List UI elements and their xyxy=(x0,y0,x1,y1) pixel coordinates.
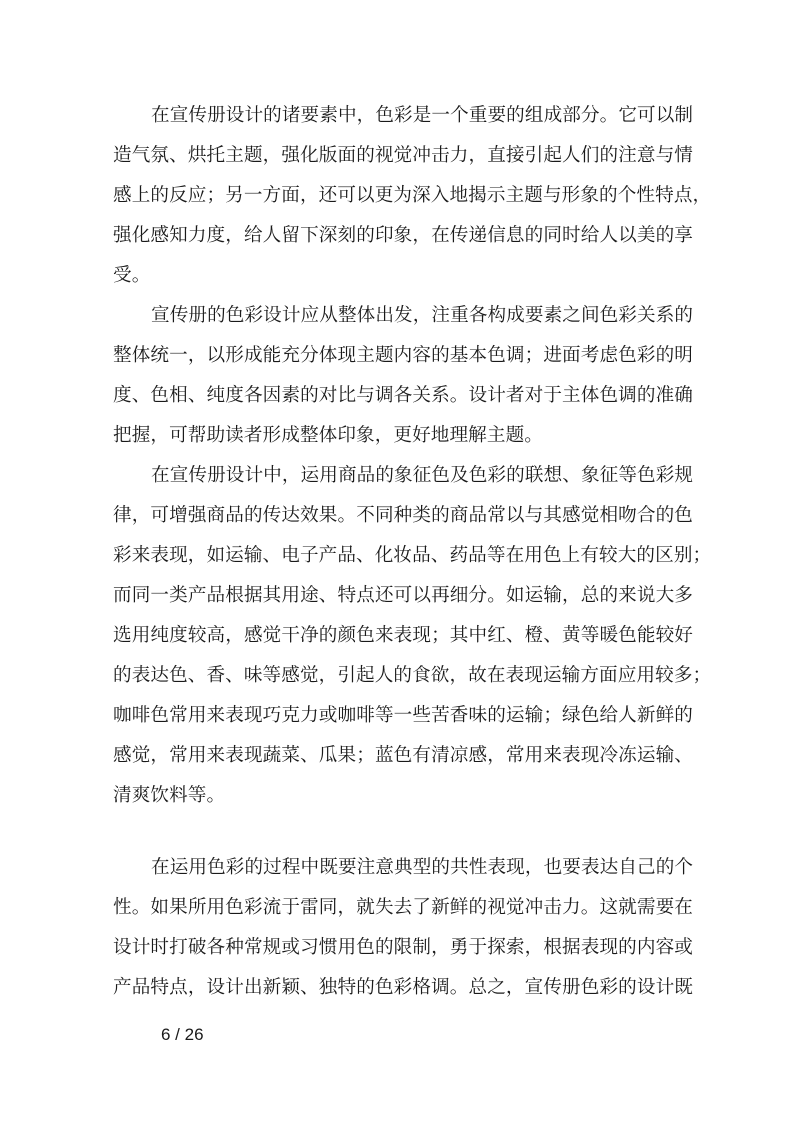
text-line: 在宣传册设计的诸要素中，色彩是一个重要的组成部分。它可以制 xyxy=(151,105,694,126)
text-line: 清爽饮料等。 xyxy=(113,785,226,806)
text-line: 性。如果所用色彩流于雷同，就失去了新鲜的视觉冲击力。这就需要在 xyxy=(113,897,693,918)
text-line: 在运用色彩的过程中既要注意典型的共性表现，也要表达自己的个 xyxy=(151,857,694,878)
text-line: 而同一类产品根据其用途、特点还可以再细分。如运输，总的来说大多 xyxy=(113,585,693,606)
text-line: 度、色相、纯度各因素的对比与调各关系。设计者对于主体色调的准确 xyxy=(113,385,693,406)
text-line: 把握，可帮助读者形成整体印象，更好地理解主题。 xyxy=(113,425,543,446)
text-line: 造气氛、烘托主题，强化版面的视觉冲击力，直接引起人们的注意与情 xyxy=(113,145,693,166)
text-line: 整体统一，以形成能充分体现主题内容的基本色调；进面考虑色彩的明 xyxy=(113,345,693,366)
text-line: 感觉，常用来表现蔬菜、瓜果；蓝色有清凉感，常用来表现冷冻运输、 xyxy=(113,745,693,766)
text-line: 设计时打破各种常规或习惯用色的限制，勇于探索，根据表现的内容或 xyxy=(113,937,693,958)
text-line: 彩来表现，如运输、电子产品、化妆品、药品等在用色上有较大的区别； xyxy=(113,545,712,566)
text-line: 受。 xyxy=(113,265,151,286)
text-line: 产品特点，设计出新颖、独特的色彩格调。总之，宣传册色彩的设计既 xyxy=(113,977,693,998)
text-line: 律，可增强商品的传达效果。不同种类的商品常以与其感觉相吻合的色 xyxy=(113,505,693,526)
text-line: 在宣传册设计中，运用商品的象征色及色彩的联想、象征等色彩规 xyxy=(151,465,694,486)
text-line: 选用纯度较高，感觉干净的颜色来表现；其中红、橙、黄等暖色能较好 xyxy=(113,625,693,646)
text-line: 强化感知力度，给人留下深刻的印象，在传递信息的同时给人以美的享 xyxy=(113,225,693,246)
page-number: 6 / 26 xyxy=(161,1025,204,1044)
text-line: 宣传册的色彩设计应从整体出发，注重各构成要素之间色彩关系的 xyxy=(151,305,694,326)
text-line: 的表达色、香、味等感觉，引起人的食欲，故在表现运输方面应用较多； xyxy=(113,665,712,686)
text-line: 感上的反应；另一方面，还可以更为深入地揭示主题与形象的个性特点， xyxy=(113,185,712,206)
text-line: 咖啡色常用来表现巧克力或咖啡等一些苦香味的运输；绿色给人新鲜的 xyxy=(113,705,693,726)
